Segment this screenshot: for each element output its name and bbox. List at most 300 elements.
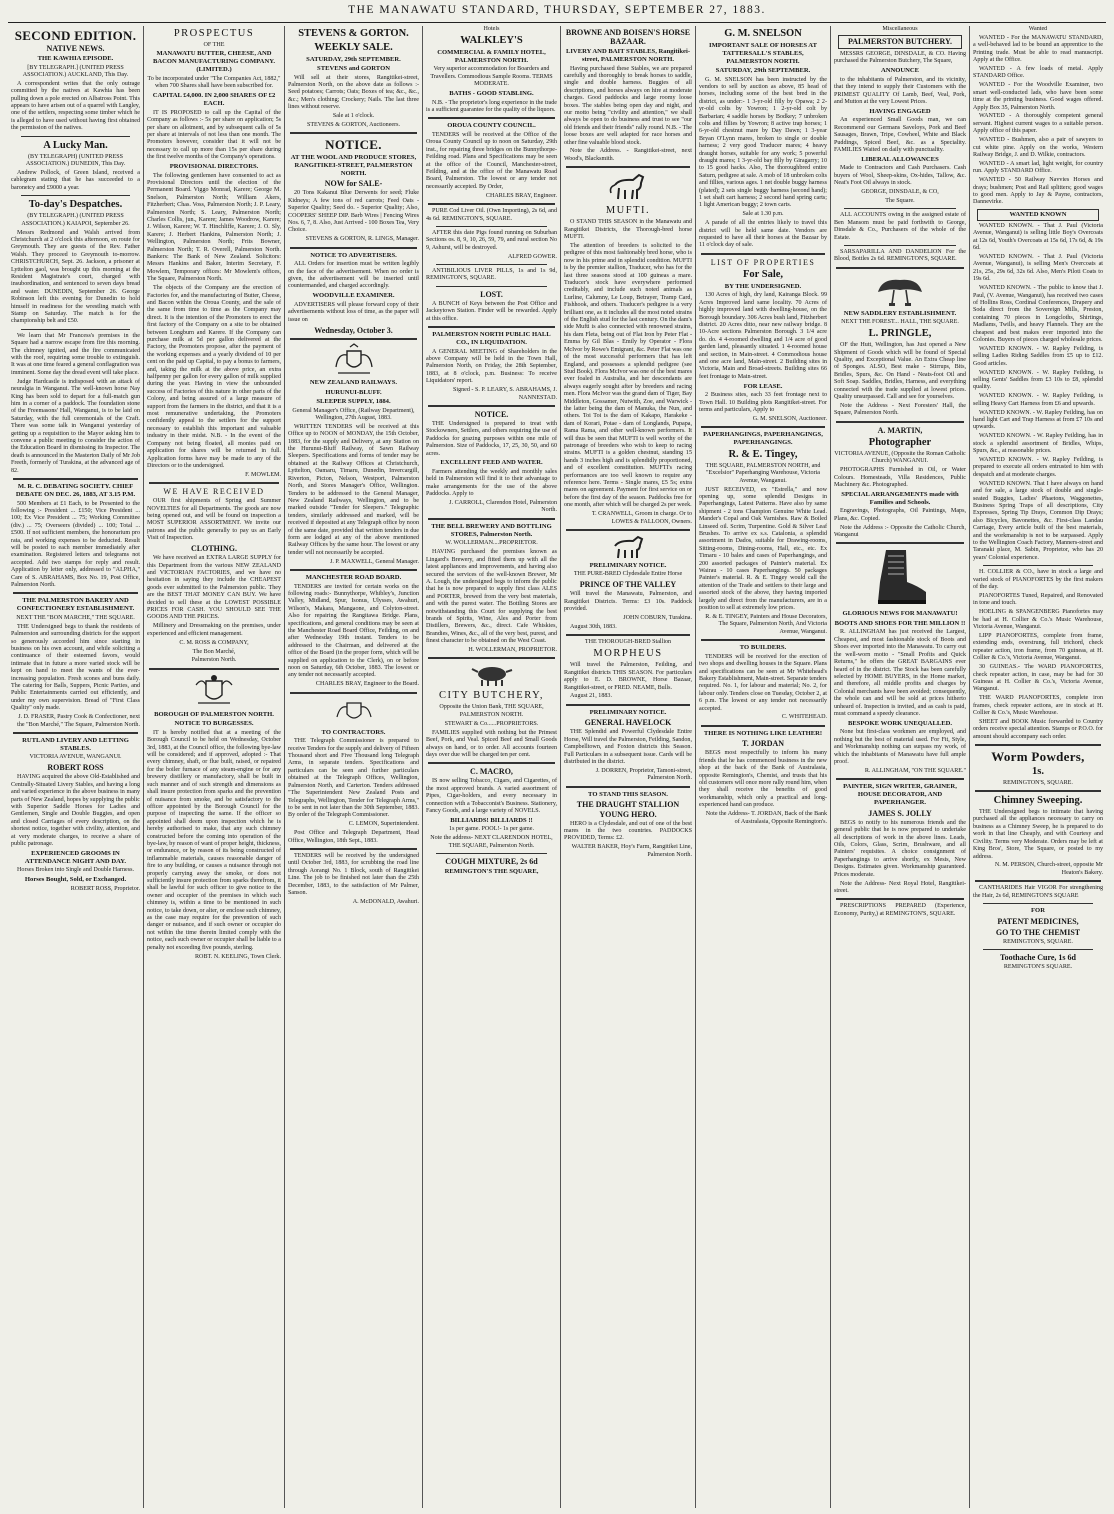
notice-heading: NOTICE. [325, 137, 382, 153]
preliminary-heading: PRELIMINARY NOTICE. [589, 561, 667, 569]
collier-ad: H. COLLIER & CO., have in stock a large and varied stock of PIANOFORTES by the first makers of the day. [973, 569, 1103, 591]
column-6 [695, 26, 830, 1508]
divider [13, 478, 138, 480]
snelson-date: SATURDAY, 29th SEPTEMBER. [715, 67, 811, 74]
lease-heading: FOR LEASE. [743, 382, 783, 390]
company-name: MANAWATU BUTTER, CHEESE, AND BACON MANUFACTURING COMPANY. (LIMITED.) [152, 50, 276, 74]
objects-body: The objects of the Company are the erection of Factories for, and the manufacturing of Butter, Cheese, and Bacon within the Oroua County, and the sale of the same from time to time as the Company may direct. It is the intention of the Promoters to erect the first factory of the Company on a site to be obtained between Longburn and Karere. If the Company can purchase milk at 5d per gallon delivered at the Factory, the Promoters propose, after the payment of the working expenses and a yearly dividend of 10 per cent on the paid up Capital, to pay a bonus to farmers, and, taking the milk at the above price, an extra halfpenny per gallon for every gallon of milk supplied during the year. Having in view the unbounded success of Factories of this nature in other parts of the Colony, and being assured of a large measure of support from the farmers in the district, and that it is a most remunerative undertaking, the Promoters confidently appeal to the settlers for the support necessary to establish this important and valuable industry in their midst. N.B. - In the event of the Company not being floated, all monies paid on application for shares will be returned in full. Application forms have may be made to any of the Directors or to the undersigned. [147, 285, 281, 469]
livery-heading: RUTLAND LIVERY AND LETTING STABLES. [22, 736, 129, 752]
cantharides-ad: CANTHARIDES Hair VIGOR For strengthening the Hair, 2s 6d, REMINGTON'S SQUARE [973, 885, 1103, 899]
divider [836, 542, 964, 544]
divider [566, 529, 690, 531]
havelock-signature: J. DORREN, Proprietor, Tamoni-street, Palmerston North. [595, 767, 692, 782]
sarsaparilla-ad: SARSAPARILLA AND DANDELION For the Blood, Bottles 2s 6d. REMINGTON'S, SQUARE. [834, 249, 966, 263]
cough-mixture-heading: COUGH MIXTURE, 2s 6d [445, 857, 538, 867]
divider [701, 725, 825, 727]
divider [436, 853, 547, 854]
divider [701, 639, 825, 641]
liberal-body: Made to Contractors and Cash Purchasers. Cash buyers of Wool, Sheep-skins, Ox-hides, Tallow, &c. Neat's Foot Oil always in stock. [834, 165, 966, 187]
paddocks-body: THE Undersigned is prepared to treat with Stockowners, Settlers, and others requiring the use of Paddocks for grazing purposes within one mile of Palmerston. Size of Paddocks, 17, 25, 30, 50, and 60 acres. [426, 420, 557, 457]
divider [290, 569, 417, 571]
divider [21, 136, 130, 137]
provisional-directors-heading: PROVISIONAL DIRECTORS. [169, 163, 259, 171]
todays-despatches-heading: To-day's Despatches. [28, 199, 123, 211]
pringle-note: Note the Address - Next Foresters' Hall, the Square, Palmerston North. [834, 403, 966, 417]
paperhangings-heading: PAPERHANGINGS, PAPERHANGINGS, PAPERHANGINGS. [703, 431, 823, 447]
havelock-body: THE Splendid and Powerful Clydesdale Entire Horse, Will travel the Palmerston, Feilding, Sandon, Campbelltown, and Foxton districts this Season. Full Particulars in a subsequent issue. Cards will be distributed in the district. [564, 729, 692, 765]
by-undersigned: BY THE UNDERSIGNED. [724, 282, 802, 290]
engaged-heading: HAVING ENGAGED [869, 107, 931, 115]
burgesses-heading: NOTICE TO BURGESSES. [174, 720, 254, 728]
native-news-heading: NATIVE NEWS. [46, 44, 105, 53]
lucky-body: Andrew Pollock, of Green Island, received a cablegram stating that he has succeeded to a baronetcy and £9000 a year. [11, 169, 140, 191]
photo-body-2: Engravings, Photographs, Oil Paintings, Maps, Plans, &c. Copied. [834, 508, 966, 522]
pool-line: 1s per game. POOL!- 1s per game. [449, 826, 534, 833]
accounts-notice: ALL ACCOUNTS owing in the assigned estate of Ben Mansom must be paid forthwith to George, Dinsdale & Co., Purchasers of the whole of the Estate. [834, 212, 966, 241]
divider [428, 762, 555, 764]
divider [13, 592, 138, 594]
lemon-signature: C. LEMON, Superintendent. [348, 821, 419, 828]
carroll-signature: J. CARROLL, Clarendon Hotel, Palmerston North. [449, 500, 557, 514]
royal-arms-icon [330, 343, 378, 377]
walkleys-subheading: COMMERCIAL & FAMILY HOTEL, PALMERSTON NORTH. [437, 48, 546, 64]
wanted-known-item: WANTED KNOWN. - W. Rapley Feilding, has on hand light Cart and Trap Harness at from £7 10s and upwards. [973, 409, 1103, 431]
public-hall-heading: PALMERSTON NORTH PUBLIC HALL CO., IN LIQUIDATION. [432, 331, 551, 347]
builders-body: TENDERS will be received for the erection of two shops and dwelling houses in the Square. Plans and specifications can be seen at Mr Whitehead's Bakery Establishment, Main-street. Separate tenders required. No. 1, for labour and material; No. 2, for labour only. Tenders close on Tuesday, October 2, at 6 p.m. The lowest or any tender not necessarily accepted. [699, 653, 827, 712]
tingey-signature: R. & E. TINGEY, Painters and House Decorators, The Square, Palmerston North, And Victoria Avenue, Wanganui. [705, 613, 827, 635]
divider [836, 421, 964, 423]
saddlery-subheading: NEXT THE FOREST... HALL, THE SQUARE. [841, 319, 959, 326]
divider [290, 692, 417, 694]
properties-heading: LIST OF PROPERTIES [710, 257, 816, 267]
engaged-body: An experienced Small Goods man, we can Recommend our Germans Saveloys, Pork and Beef Sausages, Brawn, Tripe, Cowheel, White and Black Puddings, Spiced Beef, &c. as a Speciality. FAMILIES Waited on daily with punctuality. [834, 117, 966, 153]
for-sale-heading: For Sale, [742, 268, 784, 280]
mowlem-signature: F. MOWLEM. [245, 471, 281, 478]
painter-heading: PAINTER, SIGN WRITER, GRAINER, HOUSE DECORATOR, AND PAPERHANGER. [843, 783, 957, 807]
kawhia-body: A correspondent writes that the only outrage committed by the natives at Kawhia has been pulling down a pole erected on Albatross Point. This appears to have arisen out of a quarrel with Langley, one of the settlers, respecting some timber which he is alleged to have used without having first obtained the permission of the natives. [11, 80, 140, 132]
tenders-body: WRITTEN TENDERS will be received at this Office up to NOON of MONDAY, the 15th October, 1883, for the supply and Delivery, at any Station on the Hurunui-Bluff Railway, of Sawn Railway Sleepers. Specifications and forms of tender may be obtained at the Railway Offices at Christchurch, Lyttelton, Oamaru, Timaru, Dunedin, Invercargill, Riverton, Picton, Nelson, Westport, Palmerston North, and Stores Manager's Office, Wellington. Tenders to be addressed to the General Manager, New Zealand Railways, Wellington, and to be marked outside "Tender for Sleepers." Telegraphic tenders, similarly addressed and marked, will be received if deposited at any Telegraph office by noon of the same date, provided that written tenders in due form are lodged at any of the above mentioned Railway Offices by the same hour. The lowest or any tender will not necessarily be accepted. [288, 423, 419, 556]
prince-body: Will travel the Manawatu, Palmerston, and Rangitikei Districts. Terms: £3 10s. Paddock provided. [564, 591, 692, 613]
leather-heading: THERE IS NOTHING LIKE LEATHER! [703, 729, 823, 737]
toothache-heading: Toothache Cure, 1s 6d [999, 952, 1076, 962]
snelson-body: G. M. SNELSON has been instructed by the vendors to sell by auction as above, 85 head of horses, including some of the best bred in the district, as under:- 1 3-yr-old filly by Opawa; 2 2-yr-old colts by Yowron; 1 2-yr-old colt by Barbarian; 4 saddle horses by Bodkey; 7 unbroken colts and fillies by Yowron; 8 active trap horses; 1 6-yr-old chestnut mare by Day Dawn; 1 3-year Bryan O'Lynn mares, broken to single or double harness; 2 very good Traducer mares; 4 heavy draught horses, suitable for any work; 5 powerful draught mares; 1 3-yr-old bay filly by Giragarry; 10 to 15 good hacks. Also, The thoroughbred entire Saturn, pedigree at sale. A mob of 18 unbroken colts and fillies, various ages. 1 net double buggy harness (plated); 2 sets single buggy harness (second hand); 1 set shaft cart harness; 2 second hand spring carts; 1 light American buggy; 2 town carts. [699, 76, 827, 209]
allingham-signature: R. ALLINGHAM, "ON THE SQUARE." [864, 767, 966, 774]
macro-body: IS now selling Tobacco, Cigars, and Cigarettes, of the most approved brands. A varied assortment of Pipes, Cigar-holders, and every necessary in connection with a Tobacconist's Business. Stationery, Fancy Goods, and a large variety of NOVELS. [426, 778, 557, 814]
horse-icon [603, 171, 653, 203]
sale-date: SATURDAY, 29th SEPTEMBER. [306, 55, 401, 63]
wanted-known-item: WANTED KNOWN. - That J. Paul (Victoria Avenue, Wanganui), is selling Men's Overcoats at 21s, 25s, 29s 6d, 32s 6d. Also, Men's Piloti Coats to 19s 6d. [973, 253, 1103, 283]
wanted-known-item: WANTED KNOWN. - W. Rapley Feilding, is selling Heavy Cart Harness from £6 and upwards. [973, 393, 1103, 407]
wanted-known-item: WANTED KNOWN. That I have always on hand and for sale, a large stock of double and single-seated Buggies, Ladies' Phaetons, Waggonettes, Business Spring Traps of all descriptions, City Expresses, Spring Tip Drays, Common Dip Drays; also Bicycles, Bavonettes, &c. First-class Landau Carriage, Every article built of the best materials, and the workmanship is not to be surpassed. Apply to the Wellington Coach Factory, Manners-street and Taranaki place, M. Sabin, Proprietor, who has 20 years' Colonial experience. [973, 480, 1103, 561]
jolly-note: Note the Address- Next Royal Hotel, Rangitikei-street. [834, 880, 966, 894]
city-butchery-body: FAMILIES supplied with nothing but the Primest Beef, Pork, and Veal. Spiced Beef and Small Goods always on hand, or to order. All accounts fourteen days over due will be charged ten per cent. [426, 729, 557, 758]
column-1 [8, 26, 143, 1508]
ross-signature: ROBERT ROSS, Proprietor. [70, 885, 140, 892]
divider [21, 329, 130, 330]
kawhia-heading: THE KAWHIA EPISODE. [37, 55, 114, 62]
bakery-body: THE Undersigned begs to thank the residents of Palmerston and surrounding districts for the support so generously accorded him since starting in business on his own account, and while soliciting a continuance of their esteemed favors, would intimate that in future a more varied stock will be kept on hand to meet the wants of the ever-increasing population. Fresh scones and buns daily. The catering for Balls, Suppers, Picnic Parties, and Public Entertainments carried out efficiently, and under my own supervision. Bread of "First Class Quality" only made. [11, 623, 140, 712]
pianos-ad: PIANOFORTES Tuned, Repaired, and Renovated in tone and touch. [973, 592, 1103, 607]
manchester-body: TENDERS are invited for certain works on the following roads:- Bunnythorpe, Whibley's, Junction Valley, Midland, Spur, Isonus, Ulysses, Awahuri, Wilson's, Makara, Mangaone, and Colyton-street. Also for repairing the Rangitawa Bridge. Plans, specifications, and general conditions may be seen at the Manchester Road Board Office, Feilding, on and after Wednesday 19th instant. Tenders to be addressed to the Chairman, and delivered at the office of the Board (in the proper form, which will be supplied on application to the Clerk), on or before noon on Saturday, 6th October, 1883. The lowest or any tender not necessarily accepted. [288, 583, 419, 679]
robert-ross-heading: ROBERT ROSS [47, 763, 104, 773]
gm-office: General Manager's Office, (Railway Department), Wellington, 27th August, 1883. [292, 407, 415, 421]
wanted-item: WANTED - A few loads of metal. Apply STANDARD Office. [973, 66, 1103, 80]
chimney-body: THE Undersigned begs to intimate that having purchased all the appliances necessary to carry on business as a Chimney Sweep, he is prepared to do work in that line Cheaply, and with Courtesy and Civility. Terms very Moderate. Orders may be left at King Bros', Store, The Square, or posted to my address. [973, 809, 1103, 860]
now-for-sale-heading: NOW for SALE- [324, 179, 383, 189]
oroua-body: TENDERS will be received at the Office of the Oroua County Council up to noon on Saturday, 29th inst., for repairing three bridges on the Bunnythorpe-Feilding road. Plans and Specifications may be seen at the office of the Council, Manchester-street, Feilding, and at the office of the Manawatu Road Board, Palmerston. The lowest or any tender not necessarily accepted. By Order, [426, 131, 557, 190]
snelson-time: Sale at 1.30 p.m. [742, 211, 784, 218]
manager-signature: STEVENS & GORTON, R. LINGS, Manager. [305, 236, 419, 243]
address-line: Note the address- NEXT CLARENDON HOTEL, THE SQUARE, Palmerston North. [430, 835, 553, 849]
snelson-body-2: A parade of all the entries likely to travel this district will be held same date. Vendors are requested to have all their horses at the Bazaar by 11 o'clock day of sale. [699, 220, 827, 249]
wanted-item: WANTED - A thoroughly competent general servant. Highest current wages to a suitable person. Apply office of this paper. [973, 113, 1103, 135]
divider [290, 848, 417, 850]
lease-body: 2 Business sites, each 33 feet frontage next to Town Hall. 10 Building plots Rangitikei-street. For terms and particulars, Apply to [699, 392, 827, 414]
tingey-heading: R. & E. Tingey, [728, 448, 798, 460]
miscellaneous-label: Miscellaneous [882, 26, 918, 32]
divider [290, 338, 417, 340]
maxwell-signature: J. P. MAXWELL, General Manager. [329, 558, 419, 565]
divider [975, 880, 1101, 882]
now-for-sale-body: 20 Tons Kakanui Blue Derwents for seed; Fluke Kidneys; A few tons of red carrots; Feed Oats - Superior Quality; Seed do. - Superior Quality; Also, COOPERS' SHEEP DIP. Barb Wires | Fencing Wires Nos. 6, 7, 8. Also, Just Arrived - 100 Boxes Tea, Very Choice. [288, 190, 419, 234]
column-8 [969, 26, 1106, 1508]
divider [428, 657, 555, 659]
divider [566, 704, 690, 706]
havelock-heading: GENERAL HAVELOCK [584, 718, 672, 728]
divider [983, 949, 1093, 950]
divider [566, 786, 690, 788]
tingey-body: JUST RECEIVED, ex "Estrella," and now opening up, some splendid Designs in Paperhangings, Latest Patterns. Have also by same shipment - 2 tons Champion Genuine White Lead. Mander's Copal and Oak Varnishes. Raw & Boiled Linseed oil. Scrim, Turpentine. Gold & Silver Leaf Brushes. To arrive ex s.s. Catalonia, a splendid assortment in Dados, suitable for Drawing-rooms, Sitting-rooms, Dining-rooms, Hall, etc., etc. Ex Timaru - 10 bales and cases of Paperhangings, and 200 assorted packages of Painter's material. Ex Wairau - 10 cases Paperhangings. 50 packages Painter's material. R. & E. Tingey would call the attention of the Trade and settlers to their large and assorted stock of the above, they having imported largely and direct from the manufacturers, are in a position to sell at extremely low prices. [699, 486, 827, 612]
horses-bought-line: Horses Bought, Sold, or Exchanged. [24, 876, 127, 884]
wanted-known-item: WANTED KNOWN. - W. Rapley Feilding, is selling Ladies Riding Saddles from £5 up to £12. Good articles. [973, 345, 1103, 367]
morpheus-body: Will travel the Palmerston, Feilding, and Rangitikei districts THIS SEASON. For particulars apply to E. D. BROWNE, Horse Bazaar, Rangitikei-street, or FRED. NEAME, Bulls. [564, 662, 692, 691]
browne-boisen-heading: BROWNE AND BOISEN'S HORSE BAZAAR. [565, 27, 691, 46]
liver-pills-ad: ANTIBILIOUS LIVER PILLS, 1s and 1s 9d, REMINGTON'S, SQUARE. [426, 268, 557, 282]
sale-body: Will sell at their stores, Rangitikei-street, Palmerston North, on the above date as follows :- Seed potatoes; Carrots; Oats; Boxes of tea; &c., &c., &c.; Men's clothing; Crockery; Nails. The last three lines without reserve. [288, 74, 419, 111]
liquidators-signature: Signed - S. P. LEARY, S. ABRAHAMS, J. NANNESTAD. [452, 387, 557, 401]
wollerman-proprietor: W. WOLLERMAN....PROPRIETOR. [445, 540, 538, 547]
announce-heading: ANNOUNCE [880, 67, 920, 75]
special-heading: SPECIAL ARRANGEMENTS made with Families and Schools. [841, 490, 959, 506]
patent-medicines-heading: PATENT MEDICINES, [997, 916, 1079, 926]
borough-heading: BOROUGH OF PALMERSTON NORTH. [154, 710, 274, 718]
column-4 [422, 26, 560, 1508]
divider [436, 264, 547, 265]
bon-marche: The Bon Marché, [192, 648, 236, 655]
cod-liver-oil-ad: PURE Cod Liver Oil. (Own Importing), 2s 6d, and 4s 6d. REMINGTON'S, SQUARE. [426, 208, 557, 222]
wollerman-signature: H. WOLLERMAN, PROPRIETOR. [468, 647, 557, 654]
divider [983, 903, 1093, 904]
lipp-ad: LIPP PIANOFORTES, complete from frame, extending ends, overstrung, full trichord, check repeater action, iron frame, from 70 guineas, at H. Collier & Co.'s, Victoria Avenue, Wanganui. [973, 632, 1103, 662]
chimney-heading: Chimney Sweeping. [993, 795, 1083, 807]
snelson-subheading: IMPORTANT SALE OF HORSES AT TATTERSALL'S STABLES, PALMERSTON NORTH. [709, 41, 817, 65]
divider [290, 132, 417, 134]
notice-heading: NOTICE. [474, 409, 509, 419]
post-office-line: Post Office and Telegraph Department, Head Office, Wellington, 18th Sept., 1883. [288, 830, 419, 844]
saddle-icon [872, 272, 928, 308]
wednesday-heading: Wednesday, October 3. [314, 325, 393, 335]
column-2 [143, 26, 284, 1508]
palmerston-north: Palmerston North. [191, 657, 237, 664]
mufti-heading: MUFTI. [605, 205, 651, 217]
prince-date: August 30th, 1883. [570, 623, 617, 630]
gdc-signature: GEORGE, DINSDALE, & CO, [861, 189, 939, 196]
jolly-body: BEGS to notify to his numerous friends and the general public that he is now prepared to undertake all descriptions of work in the above lines. Leads, Oils, Colors, Glass, Scrim, Brushware, and all Painters' requisites. A choice consignment of Paperhangings to arrive shortly, ex Mesis, New Designs. Estimates given. Workmanship guaranteed. Prices moderate. [834, 819, 966, 878]
gower-signature: ALFRED GOWER. [507, 253, 557, 260]
divider [149, 668, 279, 670]
remington-line: REMINGTON'S THE SQUARE, [444, 868, 539, 876]
kawhia-byline: [BY TELEGRAPH.] (UNITED PRESS ASSOCIATION.) AUCKLAND, This Day. [22, 64, 129, 78]
ward-ad: THE WARD PIANOFORTES, complete iron frames, check repeater actions, are in stock at H. Collier & Co.'s, Music Warehouse. [973, 695, 1103, 717]
ross-company: C. M. ROSS & COMPANY, [179, 639, 249, 646]
wanted-known-item: WANTED KNOWN. - That J. Paul (Victoria Avenue, Wanganui) is selling little Boy's Overcoats at 12s 6d, Youth's Overcoats at 15s 6d, 17s 6d, & 19s 6d. [973, 222, 1103, 252]
whitehead-signature: C. WHITEHEAD. [781, 714, 827, 721]
allingham-body: R. ALLINGHAM has just received the Largest, Cheapest, and most fashionable stock of Boots and Shoes ever imported into the Manawatu. To carry out the well-worn motto - "Small Profits and Quick Returns," he offers the GREAT BARGAINS ever heard of in the district. The Stock has been carefully selected by HOME BUYERS, in the Home market, and therefore, all middle profits and charges by Colonial merchants have been avoided; consequently, the whole can and will be sold at prices hitherto unheard of. Inspection is invited, and as cash is paid, must command a speedy clearance. [834, 629, 966, 717]
walkleys-body: Very superior accommodation for Boarders and Travellers. Commodious Sample Rooms. TERMS MODERATE. [430, 66, 553, 88]
stevens-gorton-heading: STEVENS & GORTON. [298, 27, 409, 39]
divider [836, 898, 964, 900]
column-5 [560, 26, 695, 1508]
divider [844, 245, 956, 246]
divider [836, 267, 964, 269]
todays-body: Messrs Redmond and Walsh arrived from Christchurch at 2 o'clock this afternoon, en route for Greymouth. They are guests of the Rev. Father Walsh. They proceed to Greymouth to-morrow. CHRISTCHURCH, Sept. 26. Jackson, a prisoner at Lyttelton gaol, was brought up this morning at the Resident Magistrate's court, charged with insubordination, and sentenced to seven days bread and water. DUNEDIN, September 26. George Robinson left this evening for Dunedin to hold himself in readiness for the wrestling match with Stamp on Saturday. The match is for the championship belt and £50. [11, 229, 140, 325]
lost-heading: LOST. [480, 289, 503, 299]
borough-crest-icon [192, 673, 236, 709]
young-hero-body: HERO is a Clydesdale, and out of one of the best mares in the two countries. PADDOCKS PROVIDED, Terms: £2. [564, 820, 692, 842]
divider [436, 286, 547, 287]
photographer-heading: Photographer [868, 436, 932, 448]
local-paragraph: We learn that Mr Francess's premises in the Square had a narrow escape from fire this morning. The chimney ignited, and the fire communicated with the roof, requiring some trouble to extinguish. It was at one time feared a general conflagration was imminent. Some day the dread event will take place. [11, 332, 140, 376]
advertisers-heading: NOTICE TO ADVERTISERS. [310, 251, 397, 259]
boots-heading: BOOTS AND SHOES FOR THE MILLION !! [834, 619, 966, 627]
horses-broken-line: Horses Broken into Single and Double Harness. [17, 867, 134, 874]
todays-byline: (BY TELEGRAPH.) (UNITED PRESS ASSOCIATION.) KAIAPOI, September 26. [21, 213, 130, 227]
weekly-sale-heading: WEEKLY SALE. [314, 41, 393, 53]
martin-heading: A. MARTIN, [877, 425, 923, 435]
mufti-stand: O STAND THIS SEASON in the Manawatu and Rangitikei Districts, the Thorough-bred horse MUFTI. [564, 219, 692, 241]
preliminary-heading: PRELIMINARY NOTICE. [589, 708, 667, 716]
lucky-byline: (BY TELEGRAPH) (UNITED PRESS ASSOCIATION.) DUNEDIN, This Day. [25, 153, 126, 168]
browne-address: Note the Address. - Rangitikei-street, next Wood's, Blacksmith. [564, 148, 692, 162]
prescriptions-ad: PRESCRIPTIONS PREPARED (Experience, Economy, Purity,) at REMINGTON'S, SQUARE. [834, 903, 966, 917]
proposed-body: IT IS PROPOSED to call up the Capital of the Company as follows :- 5s per share on application; 5s per share on allotment, and by subsequent calls of 5s per share at intervals of not less than one month. The Promoters however, consider that it will not be necessary to call up more than 15s per share during the first twelve months of the Company's operations. [147, 109, 281, 161]
wanted-item: WANTED - A smart lad, light weight, for country run. Apply STANDARD Office. [973, 160, 1103, 175]
prospectus-of: OF THE [203, 41, 225, 48]
received-body: OUR first shipments of Spring and Summer NOVELTIES for all Departments. The goods are now being opened out, and will be found on inspection a MOST SUPERIOR ASSORTMENT. We invite our patrons and the public generally to pay us an Early Visit of Inspection. [147, 498, 281, 542]
pringle-body: OF the Hutt, Wellington, has Just opened a New Shipment of Goods which will be found of Special Quality, and Exceptional Value. An Extra Cheap line of Sponges. ALSO, Best make - Stirrups, Bits, Bridles, Spurs, &c. On Hand - Neats-foot Oil and Soft Soap. Saddles, Bridles, Harness, and everything connected with the trade supplied at lowest prices. Quality unsurpassed. Call and see for yourselves. [834, 342, 966, 401]
young-hero-heading: THE DRAUGHT STALLION YOUNG HERO. [576, 800, 680, 819]
remingtons-line: REMINGTON'S, SQUARE. [1003, 938, 1073, 945]
divider [983, 565, 1093, 566]
wanted-item: WANTED - 50 Railway Navvies Horses and drays; bushmen; Post and Rail splitters; good wages to good men. Apply to Jay & Payne, contractors, Dannevirke. [973, 177, 1103, 206]
browne-subheading: LIVERY AND BAIT STABLES, Rangitikei-street, PALMERSTON NORTH. [565, 48, 691, 63]
worm-price: 1s. [1032, 765, 1044, 777]
properties-list: 130 Acres of high, dry land, Kairanga Block. 99 Acres Improved land same locality. 70 Acres of highly improved land with dwelling-house, on the Borough boundary. 306 Acres bush land, Fitzherbert district. 20 Acres ditto, near new railway bridge. 8 10-Acre sections Palmerston Borough. 3 1/4 acre do. do. 4 4-roomed dwelling and 1/4 acre of good garden land, pleasantly situated. 1 4-roomed house and section, in Main-street. 4 Commodious house and one acre land, Main-street. 2 Building sites in Victoria, Main and Broad-streets. Building sites 66 feet frontage to Main-street. [699, 292, 827, 380]
feed-heading: EXCELLENT FEED AND WATER. [440, 459, 543, 467]
tingey-subheading: THE SQUARE, PALMERSTON NORTH, and "Excelsior" Paperhanging Warehouse, Victoria Avenue, Wanganui. [705, 462, 821, 484]
we-have-received-heading: WE HAVE RECEIVED [163, 487, 265, 497]
contractors-heading: TO CONTRACTORS. [321, 728, 386, 736]
masthead-rule [8, 22, 1106, 23]
divider [701, 253, 825, 255]
divider [975, 744, 1101, 746]
advertisers-body: ALL Orders for insertion must be written legibly on the face of the advertisement. When no order is given, the advertisement will be inserted until countermanded, and charged accordingly. [288, 261, 419, 290]
bakery-signature: J. D. FRASER, Pastry Cook & Confectioner, next the "Bon Marché," The Square, Palmerston North. [17, 714, 140, 728]
butchery-heading: PALMERSTON BUTCHERY. [838, 35, 962, 49]
worm-sub: REMINGTON'S, SQUARE. [1003, 779, 1073, 786]
snelson-heading: G. M. SNELSON [724, 27, 802, 39]
divider [13, 732, 138, 734]
railways-heading: NEW ZEALAND RAILWAYS. [309, 379, 398, 387]
divider [428, 326, 555, 328]
column-7 [830, 26, 969, 1508]
photo-note: Note the Address :- Opposite the Catholic Church, Wanganui [834, 524, 966, 539]
boot-icon [870, 548, 930, 606]
manchester-heading: MANCHESTER ROAD BOARD. [305, 574, 402, 582]
divider [428, 518, 555, 520]
worm-powders-heading: Worm Powders, [991, 749, 1085, 765]
debating-society-heading: M. R. C. DEBATING SOCIETY. CHIEF DEBATE ON DEC. 26, 1883, AT 3.15 P.M. [15, 483, 136, 498]
wanted-item: WANTED - For the Woodville Examiner, two smart well-conducted lads, who have been some time at the printing business. Good wages offered. Apply Box 35, Palmerston North. [973, 82, 1103, 111]
photo-body: PHOTOGRAPHS Furnished in Oil, or Water Colours. Homesteads, Villa Residences, Public Machinery &c. Photographed. [834, 467, 966, 488]
provisional-directors-body: The following gentlemen have consented to act as Provisional Directors until the election of the Permanent Board. Viggo Monrad, Karere; George M. Snelson, Palmerston North; William Akers, Fitzherbert; Chas. Voss, Palmerston North; J. P. Leary, Palmerston North; S. Leary, Palmerston North; Charles Collis, jun., Karere; James Woodrow, Karere; J. Wilson, Karere; W. T. Hinchliffe, Karere; J. O. Sly, Karere; J. Herbert Hankins, Palmerston North; J. Wellington, Palmerston North; Frits Bowner, Palmerston North; T. R. Overell, Palmerston North. Bankers: The Bank of New Zealand. Solicitors: Messrs Hankins and Baker, Interim Secretary, F. Mowlem, Temporary offices: Mr Mowlem's offices, The Square, Palmerston North. [147, 172, 281, 283]
jordan-signature: Note the Address- T. JORDAN, Back of the Bank of Australasia, Opposite Remington's. [705, 811, 827, 825]
clothing-heading: CLOTHING. [190, 544, 237, 554]
prince-signature: JOHN COBURN, Turakina. [623, 615, 692, 622]
go-to-chemist: GO TO THE CHEMIST [995, 927, 1081, 937]
sleeper-heading: SLEEPER SUPPLY, 1884. [316, 398, 391, 406]
public-hall-body: A GENERAL MEETING of Shareholders in the above Company will be held in the Town Hall, Palmerston North, on Friday, the 28th September, 1883, at 8 o'clock, p.m. Business: To receive Liquidators' report. [426, 348, 557, 385]
baker-signature: WALTER BAKER, Hoy's Farm, Rangitikei Line, Palmerston North. [571, 844, 692, 858]
masthead: THE MANAWATU STANDARD, THURSDAY, SEPTEMBER 27, 1883. [348, 4, 766, 16]
bray-signature: CHARLES BRAY, Engineer to the Board. [315, 681, 419, 688]
mcdonald-signature: A. McDONALD, Awahuri. [352, 898, 419, 905]
bull-icon [468, 662, 516, 688]
auctioneers-signature: STEVENS & GORTON, Auctioneers. [306, 121, 401, 128]
city-butchery-heading: CITY BUTCHERY, [438, 690, 544, 702]
gdc-sub: The Square. [885, 198, 915, 204]
woodville-body: ADVERTISERS will please forward copy of their advertisements without loss of time, as the paper will issue on [288, 301, 419, 323]
divider [566, 166, 690, 168]
bespoke-heading: BESPOKE WORK UNEQUALLED. [847, 719, 953, 727]
prince-heading: PRINCE OF THE VALLEY [579, 580, 677, 590]
bell-brewery-body: HAVING purchased the premises known as Lingard's Brewery, and fitted them up with all the latest appliances and improvements, and having also secured the services of the well-known Brewer, Mr A. Lough, the undersigned begs to inform the public that he is now prepared to supply first class ALES and PORTER, brewed from the very best materials, and with the purest water. The Bottling Stores are notwithstanding this Court for supplying the best brands of Spirits, Wine, Ales and Porter from Distillers, Brewers, &c., direct. Cafe Whiskies, Brandies, Wines, &c., all of the very best, purest, and finest character to be obtained on the West Coast. [426, 549, 557, 645]
local-paragraph: Judge Hardcastle is indisposed with an attack of neuralgia in Wanganui. The well-known horse Nay King has been sold to depart for a full-match gun him in a corner of a paddock. The foundation stone of the Freemasons' Hall, Wanganui, is to be laid on Saturday, with the full ceremonials of the Craft. There was some talk in Wanganui yesterday of getting up a requisition to the Mayor asking him to convene a public meeting to consider the action of the Education Board in dismissing its Inspector. The death is announced in the Masterton Daily of Mr Job Freeth, formerly of Turakina, at the advanced age of 82. [11, 378, 140, 474]
wanted-known-item: WANTED KNOWN. - W. Rapley Feilding, is selling Gents' Saddles from £3 10s to £8, splendid quality. [973, 369, 1103, 391]
jordan-heading: T. JORDAN [741, 739, 785, 749]
bakery-heading: THE PALMERSTON BAKERY AND CONFECTIONERY ESTABLISHMENT. [16, 597, 135, 613]
wanted-known-item: WANTED KNOWN. - W. Rapley Feilding, has in stock a splendid assortment of Bridles, Whips, Spurs, &c., at reasonable prices. [973, 433, 1103, 455]
martin-subheading: VICTORIA AVENUE, (Opposite the Roman Catholic Church) WANGANUI. [834, 450, 966, 465]
divider [436, 226, 547, 227]
wanted-label: Wanted [1028, 26, 1048, 32]
capital-line: CAPITAL £4,000. IN 2,000 SHARES OF £2 EACH. [152, 92, 276, 108]
lucky-man-heading: A Lucky Man. [43, 139, 108, 151]
for-line: FOR [1031, 907, 1045, 915]
macro-heading: C. MACRO, [470, 767, 513, 777]
incorporation-note: To be incorporated under "The Companies Act, 1882," when 700 Shares shall have been subscribed for. [147, 75, 281, 90]
divider [21, 195, 130, 196]
divider [290, 247, 417, 249]
feed-body: Farmers attending the weekly and monthly sales held in Palmerston will find it to their advantage to make arrangements for the use of the above Paddocks. Apply to [426, 468, 557, 498]
divider [149, 482, 279, 484]
hotels-section-label: Hotels [483, 26, 500, 32]
divider [566, 634, 690, 636]
morpheus-heading: MORPHEUS [593, 648, 663, 660]
jolly-heading: JAMES S. JOLLY [868, 808, 932, 818]
column-3 [284, 26, 422, 1508]
stevens-gorton-name: STEVENS and GORTON [317, 65, 390, 72]
city-butchery-sub: Opposite the Union Bank, THE SQUARE, PALMERSTON NORTH. [439, 704, 544, 718]
saddlery-heading: NEW SADDLERY ESTABLISHMENT. [843, 309, 957, 317]
liberal-heading: LIBERAL ALLOWANCES [861, 155, 939, 163]
mufti-signature: T. CRANWELL, Groom in charge. Or to LOWES & FALLOON, Owners. [591, 511, 692, 525]
suburban-notice: AFTER this date Pigs found running on Suburban Sections os. 8, 9, 10, 26, 59, 79, and rural section No 9, Ashurst, will be destroyed. [426, 229, 557, 251]
bell-brewery-heading: THE BELL BREWERY AND BOTTLING STORES, Palmerston North. [431, 522, 552, 538]
bakery-subheading: NEXT THE "BON MARCHE," THE SQUARE. [16, 614, 135, 621]
oroua-signature: CHARLES BRAY, Engineer. [485, 192, 557, 199]
person-signature: N. M. PERSON, Church-street, opposite Mr Heaton's Bakery. [994, 862, 1103, 876]
thirty-guineas-ad: 30 GUINEAS.- The WARD PIANOFORTES, check repeater action, in case, may be had for 30 Guineas at H. Collier & Co.'s, Victoria Avenue, Wanganui. [973, 664, 1103, 693]
billiards-heading: BILLIARDS! BILLIARDS !! [450, 816, 533, 824]
wanted-item: WANTED - Bushmen, also a pair of sawyers to cut white pine. Apply on the works, Western Railway Bridge, J. and D. Wilkie, contractors. [973, 137, 1103, 158]
draught-horse-icon [605, 534, 651, 560]
sheet-music-ad: SHEET and BOOK Music forwarded to Country orders receive special attention. Stamps or P.O.O. for amount should accompany each order. [973, 718, 1103, 740]
toothache-sub: REMINGTON'S SQUARE. [1003, 963, 1073, 970]
divider [428, 117, 555, 119]
lost-body: A BUNCH of Keys between the Post Office and Jackeytown Station. Finder will be rewarded. Apply at this office. [426, 300, 557, 322]
divider [836, 778, 964, 780]
livery-subheading: VICTORIA AVENUE, WANGANUI. [29, 754, 122, 761]
hurunui-heading: HURUNUI-BLUFF. [325, 388, 382, 396]
prospectus-heading: PROSPECTUS [173, 27, 255, 39]
borough-body: IT is hereby notified that at a meeting of the Borough Council to be held on Wednesday, October 3rd, 1883, at the Council office, the following bye-law will be considered; and if approved, adopted :- That every chimney, shaft, or flue built, raised, or repaired for the boiler furnace of any steam-engine or for any brewery distillery or manufactory, shall be built in such manner and of such strength and dimensions as shall insure protection from sparks and the prevention of nuisance from smoke, and be satisfactory to the officer appointed by the Borough Council for the purpose of inspecting the same. If the officer so appointed shall deem upon inspection which he is hereby authorised to make, that any such chimney constructed before the coming into operation of the bye-law, by reason of want of proper height, thickness, or endurance, or by reason of its being constructed of inflammable materials, causes reasonable danger of fire to any building, or causes a nuisance through not properly carrying away the smoke, or does not sufficiently insure protection from sparks therefrom, it shall be lawful for such officer to give notice to the owner and occupier of the premises in which such chimney is, within a time to be mentioned in such notice, to take down, or alter, or enclose such chimney, as the case may require for the prevention of such danger or nuisance, and if such owner or occupier do not within the time therein limited comply with the notice, each such owner or occupier shall be liable to a penalty not exceeding five pounds, sterling. [147, 729, 281, 951]
mufti-body: The attention of breeders is solicited to the pedigree of this most fashionably bred horse, who is now in his prime and in splendid condition. MUFTI is by the premier stallion, Traducer, who has for the last three seasons stood at 100 guineas a mare. Traducer's stock have everywhere performed creditably, and include such noted animals as Lurline, Calumny, Le Loup, Betrayer, Tramp Card, Fishhook, and others. Traducer's pedigree is a very brilliant one, as it includes all the most noted strains of the English stud for the last century. On the dam's side Mufti is also connected with renowned strains, his dam Fleta, being out of Flat Iron by Peter Flat - Emma by Gil Blas - Emily by Operator - Flora McIvor by Rowe's Emigrant, &c. Peter Flat was one of the most successful performers that has left England, and possesses a splendid pedigree (see Stud Book). Flora McIvor was one of the best mares ever foaled in Australia, and her descendants are always eagerly sought after by breeders and racing men. Flora McIvor was the grand dam of Tiger, Bay Middleton, Gossamer, Nutwith, Zoe, and Warwick - the latter being the dam of Manuka, the Nun, and others. Toi Toi is the dam of Kakapo, Harakeke - dam of Korari, Potae - dam of Longlands, Pupapa, Rama Rama, and other well-known performers. It will thus be seen that MUFTI is well worthy of the patronage of breeders who wish to keep to racing strains. MUFTI is a golden chestnut, standing 15 hands 3 inches high and is splendidly proportioned, and of excellent constitution. MUFTI's racing performances are too well known to require any reference here. Terms - Single mares, £5 5s; extra mares on agreement. Payment for first service on or before the first day of the season. Paddocks free for one month, after which will be charged 2s per week. [564, 243, 692, 509]
divider [428, 405, 555, 407]
glorious-news-heading: GLORIOUS NEWS FOR MANAWATU! [842, 610, 958, 618]
woodville-heading: WOODVILLE EXAMINER. [312, 292, 395, 300]
butchery-body: MESSRS GEORGE, DINSDALE, & CO. Having purchased the Palmerston Butchery, The Square, [834, 50, 966, 65]
tenders-scrubbing-body: TENDERS will be received by the undersigned until October 3rd, 1883, for scrubbing the road line through Aorangi No. 1 Block, south of Rangitikei Line. The job to be finished not later than the 25th December, 1883, to the satisfaction of Mr Palmer, Sanson. [288, 852, 419, 896]
baths-line: BATHS - GOOD STABLING. [449, 90, 534, 98]
browne-body: Having purchased these Stables, we are prepared carefully and thoroughly to break horses to saddle, single and double harness. Buggies of all descriptions, and horses always on hire at moderate charges. Good paddocks and large roomy loose boxes. The stables being open day and night, and our motto being "civility and attention," we shall always be open to do business and trust to see "our old friends and their friends" rally round. N.B. - The loose boxes are well adapted for race horses and other fine valuable blood stock. [564, 65, 692, 146]
sale-time: Sale at 1 o'clock. [332, 113, 375, 120]
walkleys-heading: WALKLEY'S [460, 34, 523, 46]
divider [701, 426, 825, 428]
pringle-heading: L. PRINGLE, [868, 328, 932, 340]
grooms-line: EXPERIENCED GROOMS IN ATTENDANCE NIGHT AND DAY. [24, 849, 127, 865]
divider [844, 208, 956, 209]
clothing-body: We have received an EXTRA LARGE SUPPLY for this Department from the various NEW ZEALAND and VICTORIAN FACTORIES, and we have no hesitation in saying they include the CHEAPEST goods ever submitted to the Palmerston public. They are the BEST THAT MONEY CAN BUY. We have decided to sell these at the LOWEST POSSIBLE PRICES FOR CASH. YOU SHOULD SEE THE GOODS AND THE PRICES. [147, 555, 281, 621]
divider [428, 203, 555, 205]
walkleys-nb: N.B. - The proprietor's long experience in the trade is a sufficient guarantee for the quality of the liquors. [426, 99, 557, 114]
wanted-known-item: WANTED KNOWN. - The public to know that J. Paul, (V. Avenue, Wanganui), has received two cases of Hollins Ross, Cordinal Conferences, Drapery and Soda direct from the Sovereign Mills, Preston, containing 70 pieces in Longcloths, Shirtings, Madlams, Twills, and heavy Flannels. They are the cheapest and best makes ever imported into the Colonies. Buyers of pieces charged wholesale prices. [973, 285, 1103, 343]
stand-heading: TO STAND THIS SEASON. [588, 790, 668, 798]
stewart-proprietors: STEWART & Co......PROPRIETORS. [444, 720, 539, 727]
thoroughbred-line: THE THOROUGH-BRED Stallion [584, 639, 672, 646]
snelson-signature: G. M. SNELSON, Auctioneer. [752, 415, 827, 422]
town-clerk-signature: ROBT. N. KEELING, Town Clerk. [194, 953, 281, 960]
clydesdale-line: THE PURE-BRED Clydesdale Entire Horse [573, 571, 683, 578]
wanted-known-heading: WANTED KNOWN [977, 209, 1099, 221]
wanted-known-item: WANTED KNOWN. - W. Rapley Feilding, is prepared to execute all orders entrusted to him with despatch and at moderate charges. [973, 457, 1103, 478]
builders-heading: TO BUILDERS. [739, 644, 787, 652]
crest-icon [332, 697, 376, 727]
millinery-body: Millinery and Dressmaking on the premises, under experienced and efficient management. [147, 623, 281, 637]
debating-society-body: 500 Members at £1 Each, to be Presented to the following :- President ... £150; Vice President ... 100; Ex Vice President ... 75; Working Committee (div.) ... 75; Overseers (divided) ... 100; Total ... £500. If not sufficient members, the honorarium pro rata, and working expenses to be deducted. Result will be posted to each member immediately after examination. Registered letters and telegrams not accepted. Add two stamps for reply and result. Application by letter only, addressed to "ALPHA," Care of S. ABRAHAMS, Box No. 19, Post Office, Palmerston North. [11, 500, 140, 588]
oroua-heading: OROUA COUNTY COUNCIL. [447, 122, 536, 130]
second-edition-heading: SECOND EDITION. [14, 27, 137, 43]
